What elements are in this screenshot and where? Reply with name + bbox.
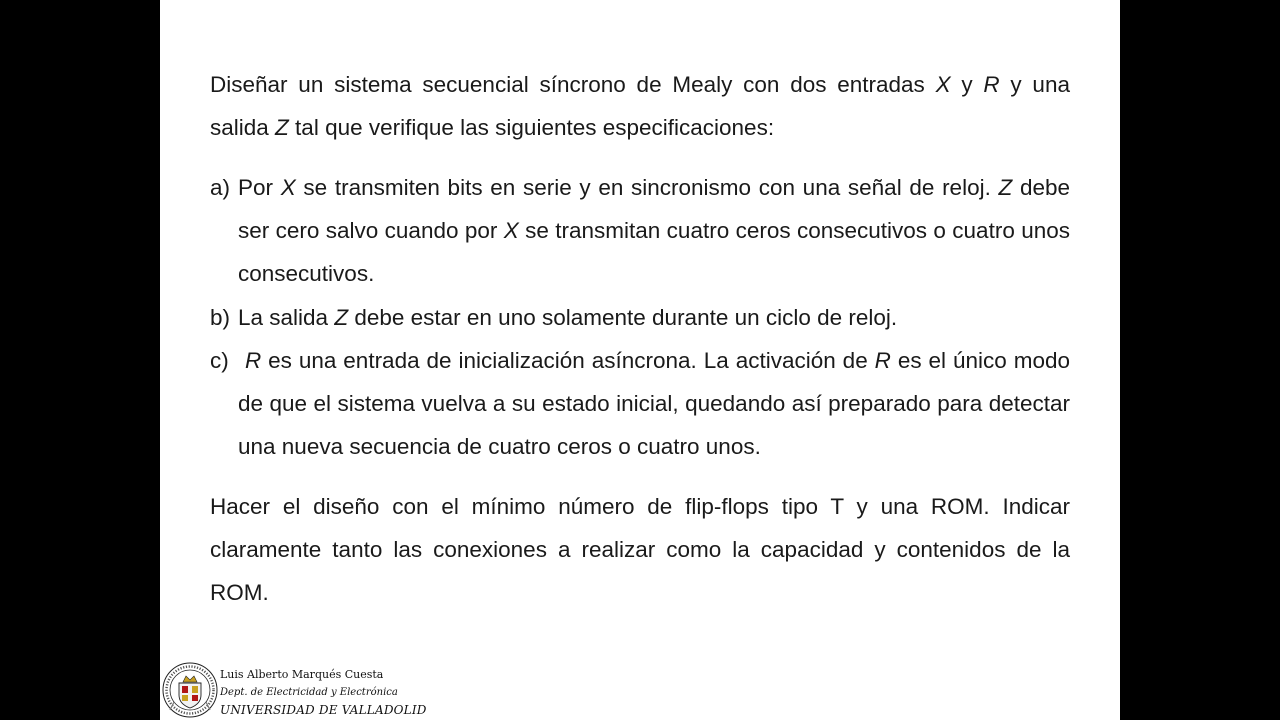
item-body	[238, 166, 1070, 295]
item-text: La salida	[238, 305, 335, 330]
closing-paragraph: Hacer el diseño con el mínimo número de flip-flops tipo T y una ROM. Indicar claramente tanto las conexiones a realizar como la capacidad y contenidos de la ROM.	[210, 494, 1070, 605]
university-seal-icon	[162, 662, 218, 718]
item-text: Por	[238, 175, 281, 200]
spec-item-c	[210, 339, 1070, 468]
variable-x: X	[280, 175, 296, 200]
item-text: es una entrada de inicialización asíncrona. La activación de	[261, 348, 875, 373]
item-text: se transmiten bits en serie y en sincronismo con una señal de reloj.	[295, 175, 999, 200]
variable-r: R	[244, 348, 262, 373]
intro-text: tal que verifique las siguientes especificaciones:	[288, 115, 775, 140]
item-body	[238, 339, 1070, 468]
intro-paragraph	[210, 63, 1070, 149]
item-text: se transmitan cuatro ceros consecutivos o cuatro unos consecutivos.	[238, 218, 1070, 286]
item-marker: c)	[210, 348, 229, 373]
variable-z: Z	[334, 305, 349, 330]
variable-x: X	[503, 218, 519, 243]
intro-text: y	[950, 72, 984, 97]
item-marker: a)	[210, 175, 231, 200]
intro-text: y una salida	[210, 72, 1070, 140]
university-name: UNIVERSIDAD DE VALLADOLID	[220, 703, 427, 717]
variable-x: X	[935, 72, 951, 97]
variable-z: Z	[998, 175, 1013, 200]
spec-item-b	[210, 296, 1070, 339]
item-text: debe estar en uno solamente durante un ciclo de reloj.	[348, 305, 898, 330]
intro-text: Diseñar un sistema secuencial síncrono de Mealy con dos entradas	[210, 72, 936, 97]
author-name: Luis Alberto Marqués Cuesta	[220, 668, 384, 681]
spec-item-a	[210, 166, 1070, 295]
footer-signature	[160, 660, 427, 720]
variable-r: R	[874, 348, 891, 373]
department-name: Dept. de Electricidad y Electrónica	[220, 687, 398, 698]
variable-r: R	[983, 72, 1000, 97]
variable-z: Z	[275, 115, 289, 140]
item-body	[238, 296, 1070, 339]
item-text: es el único modo de que el sistema vuelva a su estado inicial, quedando así preparado para detectar una nueva secuencia de cuatro ceros o cuatro unos.	[238, 348, 1070, 459]
item-marker: b)	[210, 305, 231, 330]
item-text: debe ser cero salvo cuando por	[238, 175, 1070, 243]
slide	[160, 0, 1120, 720]
